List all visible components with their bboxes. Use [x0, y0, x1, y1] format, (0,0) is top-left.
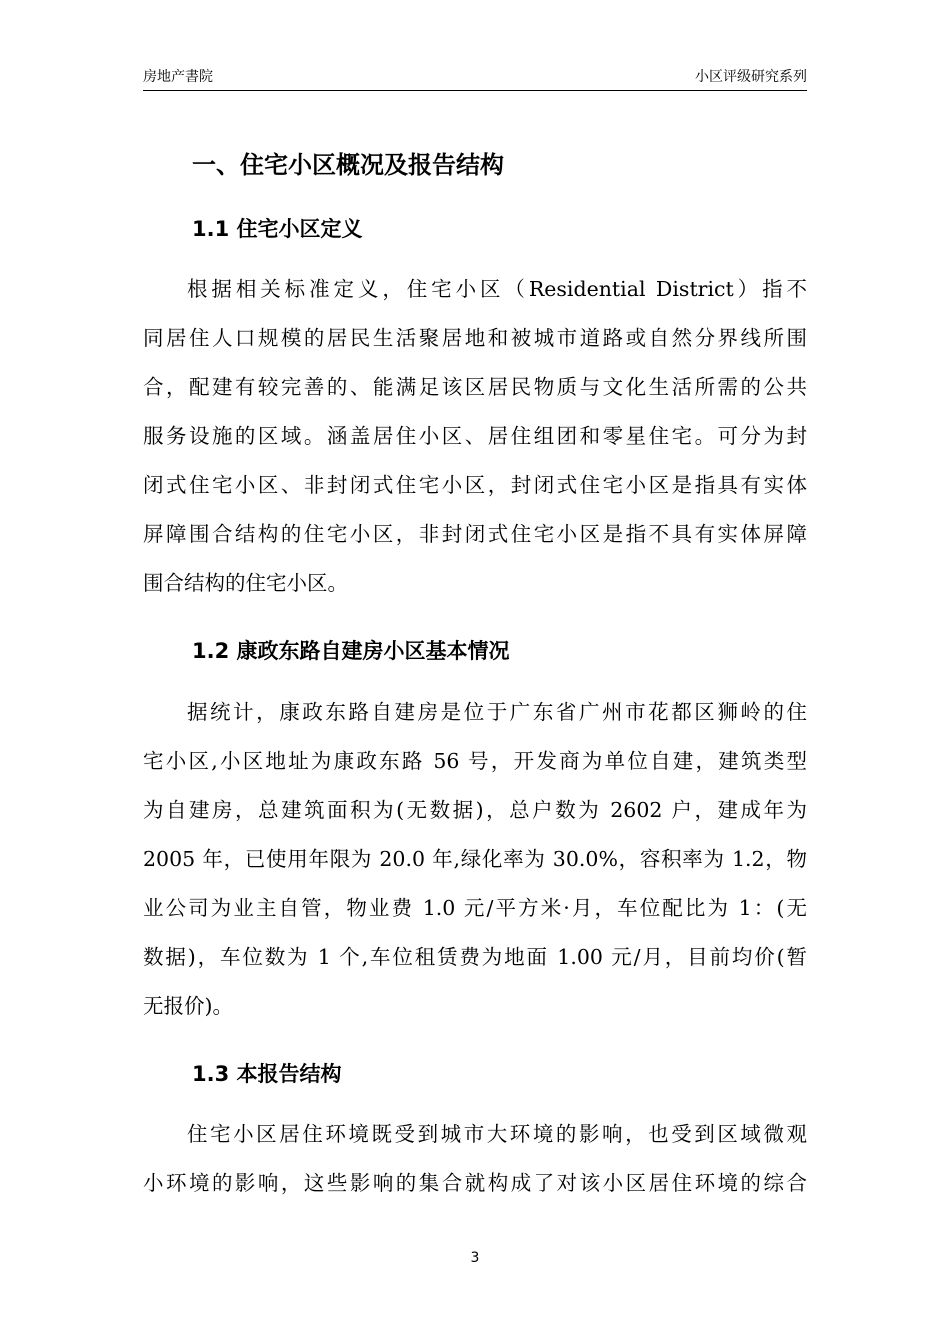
page-header: [143, 66, 807, 91]
paragraph-line: 同居住人口规模的居民生活聚居地和被城市道路或自然分界线所围: [143, 326, 807, 350]
paragraph-line: 合，配建有较完善的、能满足该区居民物质与文化生活所需的公共: [143, 375, 807, 399]
section-1-1-paragraph: [143, 265, 807, 608]
paragraph-line: 屏障围合结构的住宅小区，非封闭式住宅小区是指不具有实体屏障: [143, 522, 807, 546]
paragraph-line: 2005 年，已使用年限为 20.0 年,绿化率为 30.0%，容积率为 1.2，物: [143, 847, 807, 871]
paragraph-line: 住宅小区居住环境既受到城市大环境的影响，也受到区域微观: [187, 1122, 807, 1146]
paragraph-line: 围合结构的住宅小区。: [143, 571, 348, 595]
section-heading-1-1: 1.1 住宅小区定义: [192, 217, 363, 241]
header-right-text: 小区评级研究系列: [695, 69, 807, 85]
paragraph-line: 服务设施的区域。涵盖居住小区、居住组团和零星住宅。可分为封: [143, 424, 807, 448]
section-heading-1-3: 1.3 本报告结构: [192, 1062, 342, 1086]
paragraph-line: 无报价)。: [143, 994, 233, 1018]
section-1-3-paragraph: [143, 1110, 807, 1208]
chapter-title: 一、住宅小区概况及报告结构: [192, 151, 504, 179]
page-number: 3: [470, 1250, 480, 1266]
section-1-2-paragraph: [143, 688, 807, 1031]
paragraph-line: 据统计，康政东路自建房是位于广东省广州市花都区狮岭的住: [187, 700, 807, 724]
paragraph-line: 根据相关标准定义，住宅小区（Residential District）指不: [187, 277, 807, 301]
paragraph-line: 闭式住宅小区、非封闭式住宅小区，封闭式住宅小区是指具有实体: [143, 473, 807, 497]
paragraph-line: 小环境的影响，这些影响的集合就构成了对该小区居住环境的综合: [143, 1171, 807, 1195]
section-heading-1-2: 1.2 康政东路自建房小区基本情况: [192, 639, 510, 663]
header-left-text: 房地产書院: [143, 69, 213, 85]
paragraph-line: 为自建房，总建筑面积为(无数据)，总户数为 2602 户，建成年为: [143, 798, 807, 822]
paragraph-line: 宅小区,小区地址为康政东路 56 号，开发商为单位自建，建筑类型: [143, 749, 807, 773]
paragraph-line: 业公司为业主自管，物业费 1.0 元/平方米·月，车位配比为 1：(无: [143, 896, 807, 920]
paragraph-line: 数据)，车位数为 1 个,车位租赁费为地面 1.00 元/月，目前均价(暂: [143, 945, 807, 969]
